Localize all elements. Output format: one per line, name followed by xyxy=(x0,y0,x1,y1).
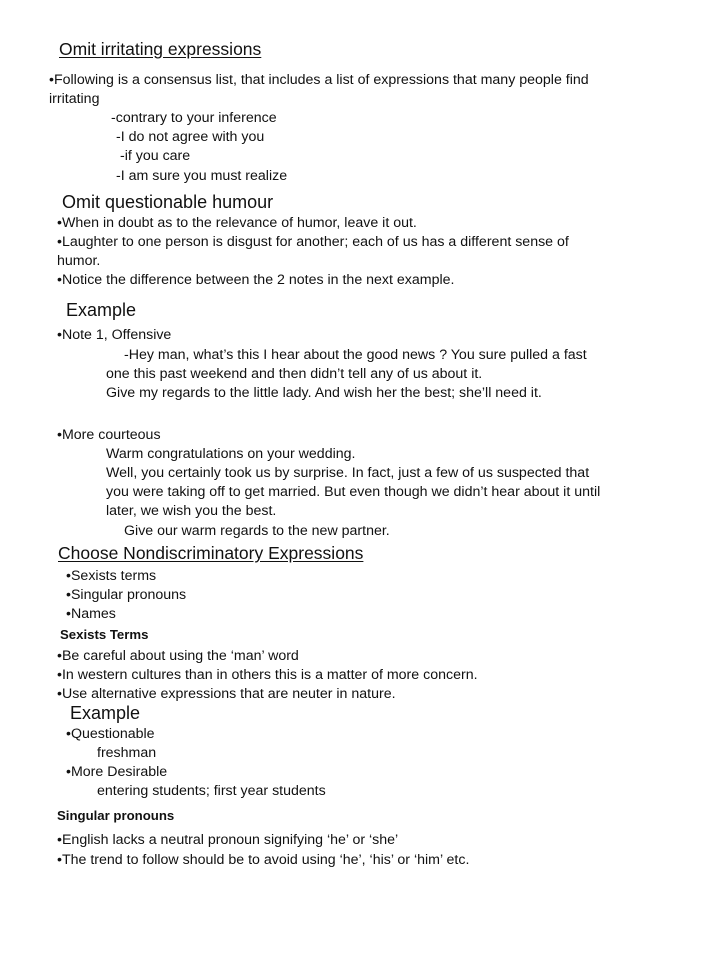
humour-line: humor. xyxy=(57,253,101,269)
heading-omit-irritating: Omit irritating expressions xyxy=(59,39,262,59)
questionable-value: freshman xyxy=(97,745,157,761)
irritating-item: -I do not agree with you xyxy=(116,129,265,145)
bullet-text: •Following is a consensus list, that includes a list of expressions that many people find xyxy=(49,72,589,88)
note1-line: Give my regards to the little lady. And wish her the best; she’ll need it. xyxy=(106,385,542,401)
heading-singular-pronouns: Singular pronouns xyxy=(57,808,175,823)
courteous-line: Warm congratulations on your wedding. xyxy=(106,446,356,462)
note1-line: one this past weekend and then didn’t tell any of us about it. xyxy=(106,366,483,382)
irritating-item: -contrary to your inference xyxy=(111,110,277,126)
irritating-item: -I am sure you must realize xyxy=(116,168,288,184)
humour-line: •When in doubt as to the relevance of humor, leave it out. xyxy=(57,215,417,231)
courteous-line: Give our warm regards to the new partner. xyxy=(124,523,390,539)
heading-omit-humour: Omit questionable humour xyxy=(62,192,274,212)
questionable-label: •Questionable xyxy=(66,726,155,742)
sexist-line: •Be careful about using the ‘man’ word xyxy=(57,648,299,664)
nondiscriminatory-item: •Names xyxy=(66,606,116,622)
humour-line: •Laughter to one person is disgust for another; each of us has a different sense of xyxy=(57,234,569,250)
pronoun-line: •English lacks a neutral pronoun signifying ‘he’ or ‘she’ xyxy=(57,832,399,848)
heading-example: Example xyxy=(66,300,137,320)
nondiscriminatory-item: •Sexists terms xyxy=(66,568,157,584)
note1-label: •Note 1, Offensive xyxy=(57,327,172,343)
bullet-text-cont: irritating xyxy=(49,91,100,107)
desirable-label: •More Desirable xyxy=(66,764,168,780)
irritating-item: -if you care xyxy=(120,148,191,164)
humour-line: •Notice the difference between the 2 notes in the next example. xyxy=(57,272,455,288)
courteous-line: you were taking off to get married. But even though we didn’t hear about it until xyxy=(106,484,601,500)
desirable-value: entering students; first year students xyxy=(97,783,326,799)
courteous-line: later, we wish you the best. xyxy=(106,503,277,519)
sexist-line: •In western cultures than in others this is a matter of more concern. xyxy=(57,667,478,683)
pronoun-line: •The trend to follow should be to avoid using ‘he’, ‘his’ or ‘him’ etc. xyxy=(57,852,470,868)
heading-sexist-terms: Sexists Terms xyxy=(60,627,149,642)
heading-nondiscriminatory: Choose Nondiscriminatory Expressions xyxy=(58,543,364,563)
courteous-line: Well, you certainly took us by surprise. In fact, just a few of us suspected that xyxy=(106,465,590,481)
courteous-label: •More courteous xyxy=(57,427,161,443)
note1-line: -Hey man, what’s this I hear about the good news ? You sure pulled a fast xyxy=(124,347,587,363)
heading-example-2: Example xyxy=(70,703,141,723)
sexist-line: •Use alternative expressions that are neuter in nature. xyxy=(57,686,396,702)
nondiscriminatory-item: •Singular pronouns xyxy=(66,587,187,603)
